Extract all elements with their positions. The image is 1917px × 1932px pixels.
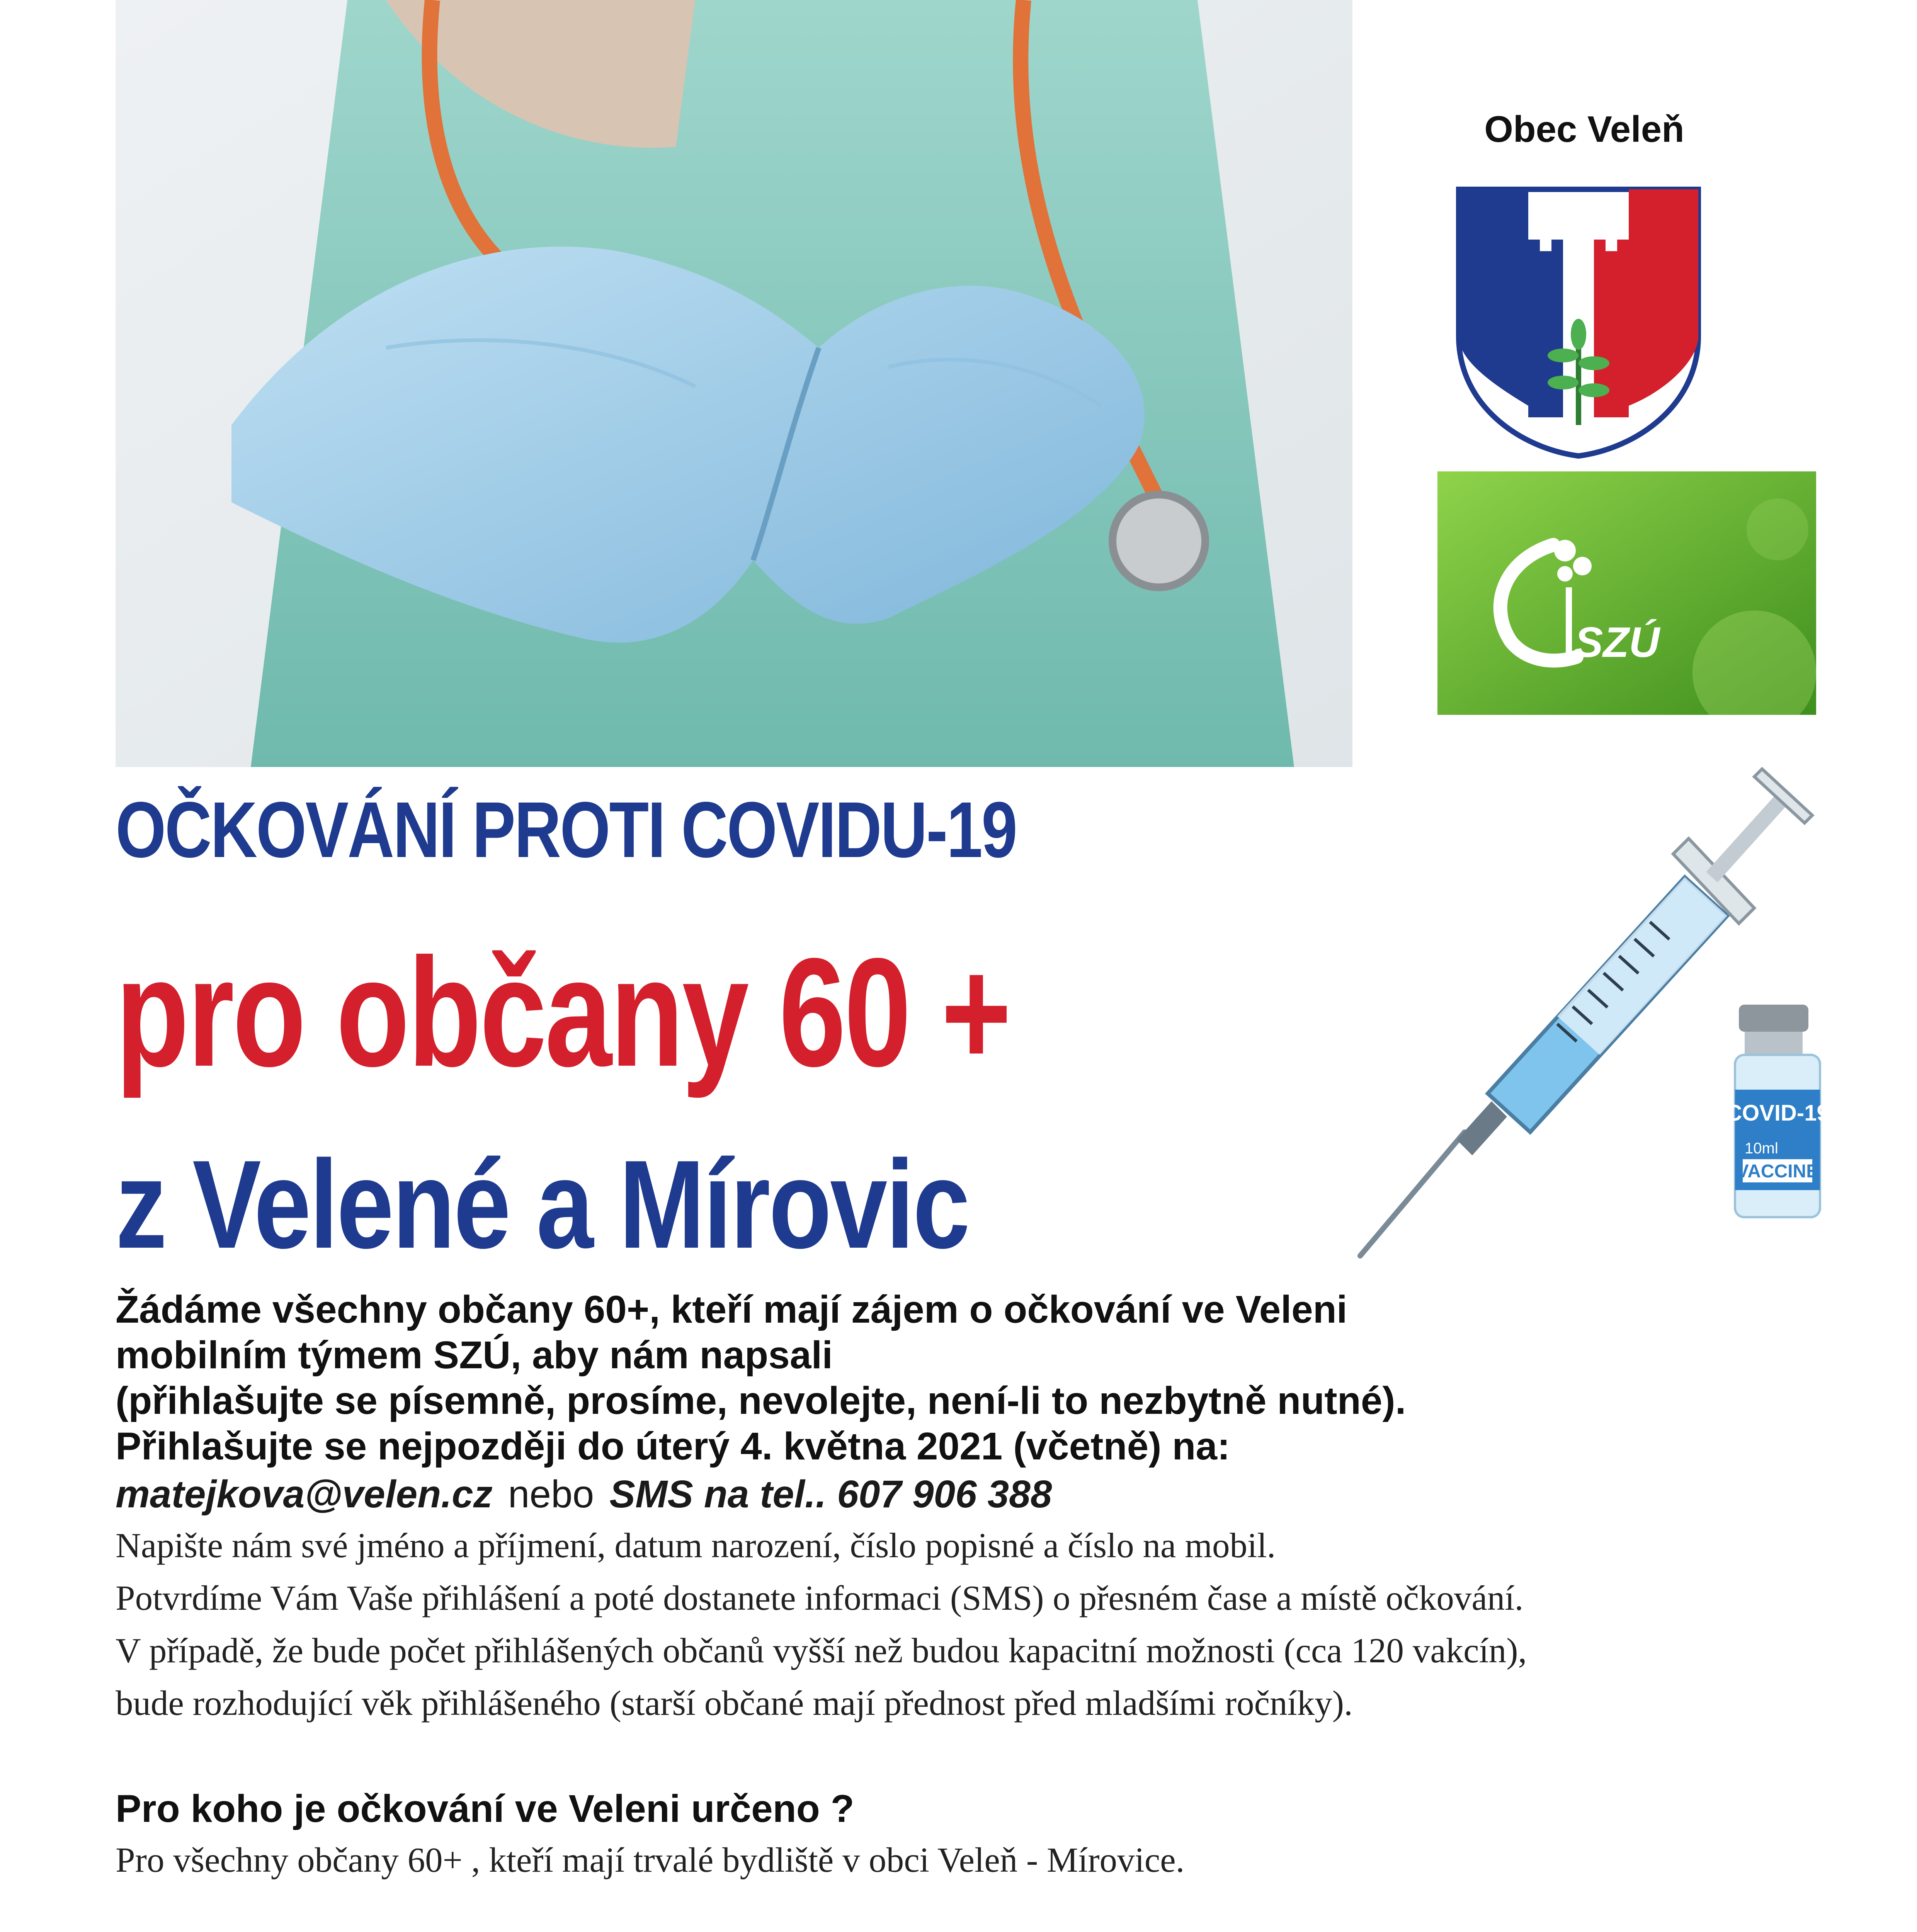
- instructions-line: Potvrdíme Vám Vaše přihlášení a poté dostanete informaci (SMS) o přesném čase a místě očkování.: [116, 1578, 1524, 1617]
- faq-question-who: Pro koho je očkování ve Veleni určeno ?: [116, 1787, 854, 1830]
- instructions-paragraph: [116, 1519, 1816, 1730]
- instructions-line: V případě, že bude počet přihlášených občanů vyšší než budou kapacitní možnosti (cca 120 vakcín),: [116, 1631, 1527, 1670]
- lead-line: Přihlašujte se nejpozději do úterý 4. května 2021 (včetně) na:: [116, 1425, 1230, 1468]
- lead-paragraph: [116, 1287, 1816, 1469]
- syringe-vial-illustration: [1325, 753, 1835, 1287]
- contact-line: [116, 1469, 1816, 1519]
- contact-email[interactable]: matejkova@velen.cz: [116, 1473, 493, 1516]
- vial-label-volume: 10ml: [1745, 1140, 1778, 1157]
- title-main: OČKOVÁNÍ PROTI COVIDU-19: [116, 786, 1016, 874]
- contact-sms: SMS na tel.. 607 906 388: [609, 1473, 1052, 1516]
- velen-coat-of-arms-icon: [1451, 182, 1706, 460]
- lead-line: mobilním týmem SZÚ, aby nám napsali: [116, 1333, 833, 1377]
- instructions-line: Napište nám své jméno a příjmení, datum narození, číslo popisné a číslo na mobil.: [116, 1526, 1276, 1565]
- vial-label-covid: COVID-19: [1726, 1100, 1829, 1126]
- municipality-name: Obec Veleň: [1484, 109, 1684, 150]
- lead-line: Žádáme všechny občany 60+, kteří mají zájem o očkování ve Veleni: [116, 1288, 1347, 1331]
- instructions-line: bude rozhodující věk přihlášeného (starší občané mají přednost před mladšími ročníky).: [116, 1684, 1353, 1723]
- header-photo-heart-hands: [116, 0, 1352, 767]
- title-target-group: pro občany 60 +: [116, 926, 1010, 1099]
- title-location: z Velené a Mírovic: [116, 1134, 969, 1274]
- faq-answer-who: Pro všechny občany 60+ , kteří mají trvalé bydliště v obci Veleň - Mírovice.: [116, 1840, 1185, 1879]
- main-content: [116, 1287, 1816, 1932]
- contact-separator: nebo: [508, 1473, 594, 1516]
- vial-label-vaccine: VACCINE: [1736, 1161, 1819, 1182]
- szu-logo-text: SZÚ: [1575, 619, 1660, 666]
- vaccine-vial-icon: [1726, 1005, 1829, 1217]
- lead-line: (přihlašujte se písemně, prosíme, nevolejte, není-li to nezbytně nutné).: [116, 1379, 1406, 1422]
- szu-logo: [1437, 471, 1816, 715]
